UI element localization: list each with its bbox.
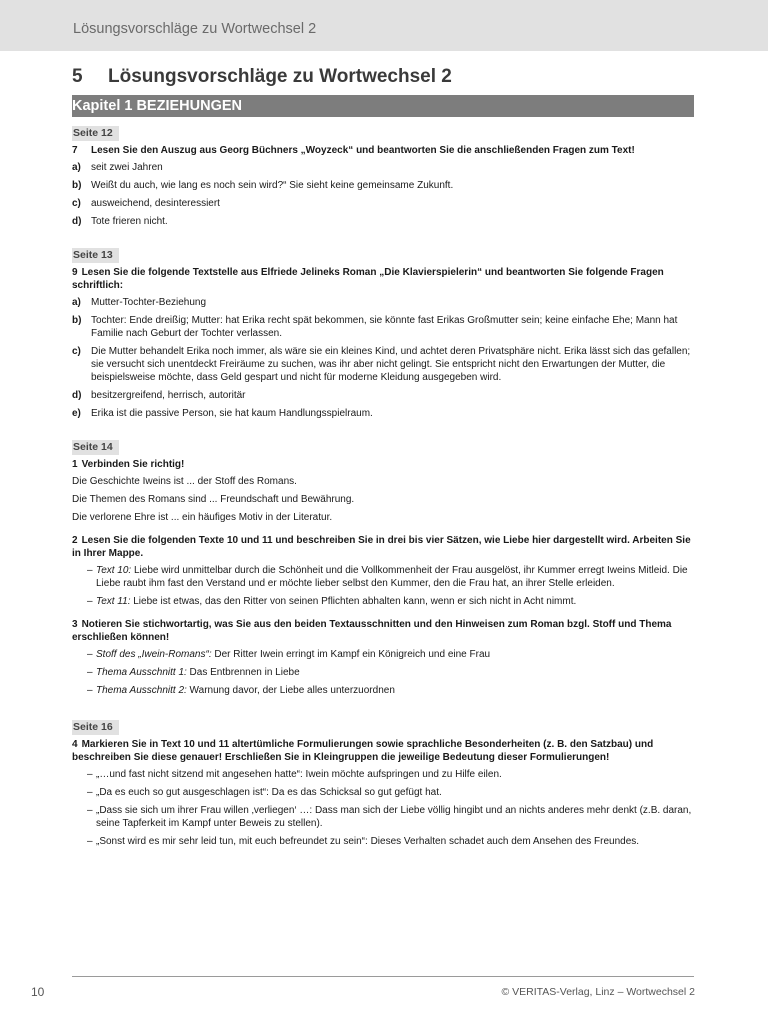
answer-label: c) <box>72 198 81 209</box>
dash-text: Liebe wird unmittelbar durch die Schönheit und die Vollkommenheit der Frau ausgelöst, ihr Kummer erregt Iweins Mitleid. Die Liebe raubt ihm fast den Verstand und er möchte lieber selbst den Kummer, den die Frau hat, an ihrer Stelle erleiden. <box>96 565 688 589</box>
dash-lead: Thema Ausschnitt 2: <box>96 685 187 696</box>
dash-item <box>72 768 694 781</box>
task-text: Verbinden Sie richtig! <box>81 459 185 470</box>
task-heading <box>72 738 694 764</box>
answer-text: besitzergreifend, herrisch, autoritär <box>91 390 246 401</box>
dash-marker: – <box>87 667 93 678</box>
answer-text: ausweichend, desinteressiert <box>91 198 220 209</box>
answer-item <box>72 161 694 174</box>
dash-item <box>72 666 694 679</box>
kapitel-heading: Kapitel 1 BEZIEHUNGEN <box>72 95 694 117</box>
dash-text: „Da es euch so gut ausgeschlagen ist“: Da es das Schicksal so gut gefügt hat. <box>96 787 442 798</box>
running-header <box>0 0 768 51</box>
task-number: 3 <box>72 619 78 630</box>
answer-item <box>72 215 694 228</box>
section-seite-14 <box>72 437 694 697</box>
task-number: 2 <box>72 535 78 546</box>
dash-marker: – <box>87 769 93 780</box>
dash-item <box>72 835 694 848</box>
task-heading <box>72 458 694 471</box>
task-number: 7 <box>72 145 78 156</box>
dash-item <box>72 648 694 661</box>
dash-text: „Sonst wird es mir sehr leid tun, mit euch befreundet zu sein“: Dieses Verhalten schadet auch dem Ansehen des Freundes. <box>96 836 640 847</box>
seite-badge: Seite 12 <box>72 126 119 141</box>
answer-item <box>72 179 694 192</box>
seite-badge: Seite 14 <box>72 440 119 455</box>
task-text: Markieren Sie in Text 10 und 11 altertümliche Formulierungen sowie sprachliche Besonderheiten (z. B. den Satzbau) und beschreiben Sie diese genauer! Erschließen Sie in Kleingruppen die jeweilige Bedeutung dieser Formulierungen! <box>72 739 654 763</box>
answer-label: b) <box>72 315 82 326</box>
dash-marker: – <box>87 596 93 607</box>
dash-marker: – <box>87 685 93 696</box>
task-text: Notieren Sie stichwortartig, was Sie aus den beiden Textausschnitten und den Hinweisen zum Roman bzgl. Stoff und Thema erschließen können! <box>72 619 672 643</box>
dash-text: Warnung davor, der Liebe alles unterzuordnen <box>186 685 395 696</box>
dash-item <box>72 564 694 590</box>
running-title: Lösungsvorschläge zu Wortwechsel 2 <box>73 21 317 37</box>
seite-badge: Seite 13 <box>72 248 119 263</box>
copyright-notice: © VERITAS-Verlag, Linz – Wortwechsel 2 <box>501 986 695 998</box>
answer-item <box>72 314 694 340</box>
answer-text: Erika ist die passive Person, sie hat kaum Handlungsspielraum. <box>91 408 373 419</box>
dash-marker: – <box>87 565 93 576</box>
answer-item <box>72 296 694 309</box>
dash-item <box>72 684 694 697</box>
task-text: Lesen Sie die folgende Textstelle aus Elfriede Jelineks Roman „Die Klavierspielerin“ und beantworten Sie folgende Fragen schriftlich: <box>72 267 664 291</box>
task-heading <box>72 144 694 157</box>
answer-text: Tote frieren nicht. <box>91 216 168 227</box>
dash-marker: – <box>87 836 93 847</box>
dash-text: Liebe ist etwas, das den Ritter von seinen Pflichten abhalten kann, wenn er sich nicht in Acht nimmt. <box>130 596 577 607</box>
chapter-title <box>72 64 694 89</box>
text-line: Die Themen des Romans sind ... Freundschaft und Bewährung. <box>72 494 355 505</box>
text-line: Die Geschichte Iweins ist ... der Stoff des Romans. <box>72 476 297 487</box>
answer-label: a) <box>72 297 81 308</box>
dash-item <box>72 804 694 830</box>
task-heading <box>72 618 694 644</box>
dash-item <box>72 595 694 608</box>
dash-lead: Text 11: <box>96 596 131 607</box>
dash-lead: Text 10: <box>96 565 132 576</box>
dash-marker: – <box>87 805 93 816</box>
answer-text: Tochter: Ende dreißig; Mutter: hat Erika recht spät bekommen, sie könnte fast Erikas Großmutter sein; keine einfache Ehe; Mann hat Familie nach Geburt der Tochter verlassen. <box>91 315 678 339</box>
section-seite-12 <box>72 123 694 228</box>
text-line: Die verlorene Ehre ist ... ein häufiges Motiv in der Literatur. <box>72 512 333 523</box>
page-content <box>72 64 694 853</box>
answer-label: d) <box>72 390 82 401</box>
task-number: 4 <box>72 739 78 750</box>
dash-text: „…und fast nicht sitzend mit angesehen hatte“: Iwein möchte aufspringen und zu Hilfe eilen. <box>96 769 502 780</box>
answer-label: a) <box>72 162 81 173</box>
task-heading <box>72 266 694 292</box>
dash-text: Der Ritter Iwein erringt im Kampf ein Königreich und eine Frau <box>211 649 491 660</box>
answer-item <box>72 345 694 384</box>
dash-text: „Dass sie sich um ihrer Frau willen ‚verliegen‘ …: Dass man sich der Liebe völlig hingibt und an nichts anderes mehr denkt (z.B. daran, seine Tapferkeit im Kampf unter Beweis zu stellen). <box>96 805 692 829</box>
answer-text: Weißt du auch, wie lang es noch sein wird?“ Sie sieht keine gemeinsame Zukunft. <box>91 180 454 191</box>
chapter-number: 5 <box>72 66 83 87</box>
dash-marker: – <box>87 649 93 660</box>
answer-label: c) <box>72 346 81 357</box>
chapter-title-text: Lösungsvorschläge zu Wortwechsel 2 <box>108 66 452 87</box>
section-seite-13 <box>72 245 694 420</box>
task-number: 9 <box>72 267 78 278</box>
seite-badge: Seite 16 <box>72 720 119 735</box>
dash-marker: – <box>87 787 93 798</box>
answer-label: e) <box>72 408 81 419</box>
dash-lead: Stoff des „Iwein-Romans“: <box>96 649 212 660</box>
answer-item <box>72 197 694 210</box>
answer-item <box>72 389 694 402</box>
dash-item <box>72 786 694 799</box>
task-heading <box>72 534 694 560</box>
dash-lead: Thema Ausschnitt 1: <box>96 667 187 678</box>
answer-item <box>72 407 694 420</box>
answer-label: b) <box>72 180 82 191</box>
answer-text: seit zwei Jahren <box>91 162 163 173</box>
page-number: 10 <box>31 985 45 999</box>
task-text: Lesen Sie den Auszug aus Georg Büchners „Woyzeck“ und beantworten Sie die anschließenden Fragen zum Text! <box>91 145 635 156</box>
section-seite-16 <box>72 717 694 848</box>
dash-text: Das Entbrennen in Liebe <box>186 667 300 678</box>
answer-label: d) <box>72 216 82 227</box>
answer-text: Die Mutter behandelt Erika noch immer, als wäre sie ein kleines Kind, und achtet deren Privatsphäre nicht. Erika lässt sich das gefallen; sie versucht sich unentdeckt Freiräume zu suchen, was ihr aber nicht gelingt. Sie entspricht nicht den Erwartungen der Mutter, die beispielsweise möchte, dass Geld gespart und nicht für moderne Kleidung ausgegeben wird. <box>91 346 691 383</box>
task-text: Lesen Sie die folgenden Texte 10 und 11 und beschreiben Sie in drei bis vier Sätzen, wie Liebe hier dargestellt wird. Arbeiten Sie in Ihrer Mappe. <box>72 535 691 559</box>
answer-text: Mutter-Tochter-Beziehung <box>91 297 207 308</box>
footer-divider <box>72 976 694 977</box>
task-number: 1 <box>72 459 78 470</box>
